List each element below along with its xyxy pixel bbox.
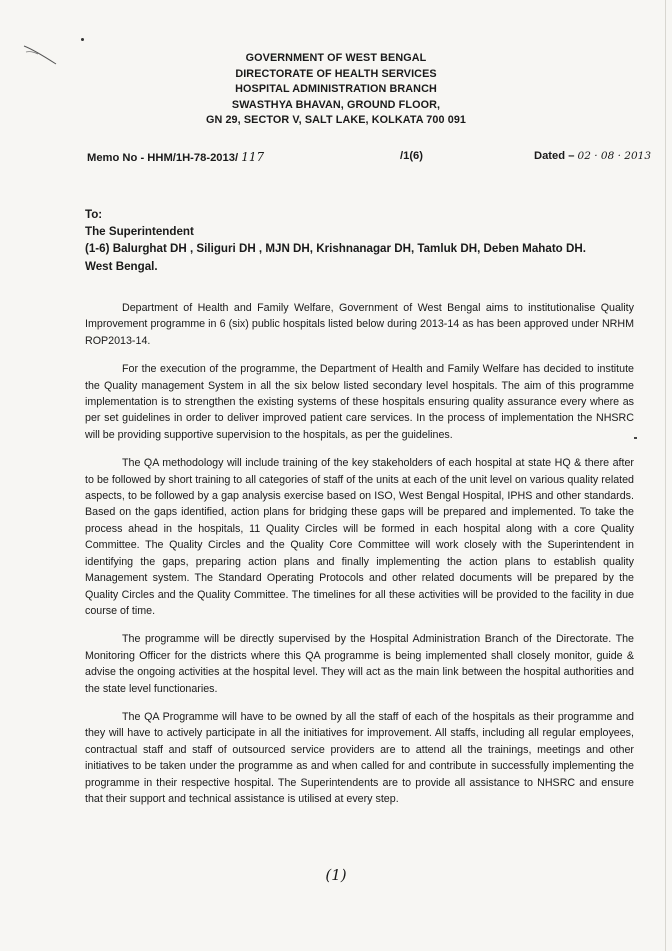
memo-date [534, 150, 651, 162]
handwritten-date: 02 · 08 · 2013 [577, 150, 652, 162]
body-paragraph: The QA Programme will have to be owned by all the staff of each of the hospitals as their programme and they will have to actively participate in all the initiatives for improvement. All staffs, including all regular employees, contractual staff and staff of outsourced service providers are to attend all the trainings, meetings and other initiatives to be taken under the programme as and when called for and contribute in successfully implementing the programme in their respective hospital. The Superintendents are to provide all assistance to NHSRC and ensure that their support and technical assistance is utilised at every step. [85, 710, 634, 805]
body-paragraph: For the execution of the programme, the Department of Health and Family Welfare has decided to institute the Quality management System in all the six below listed secondary level hospitals. The aim of this programme implementation is to strengthen the existing systems of these hospitals ensuring quality assurance every where as per set guidelines in order to deliver improved patient care services. In the process of implementation the NHSRC will be providing supportive supervision to the hospitals, as per the guidelines. [85, 363, 634, 441]
body-paragraph: Department of Health and Family Welfare, Government of West Bengal aims to institutionalise Quality Improvement programme in 6 (six) public hospitals listed below during 2013-14 as has been approved under NRHM ROP2013-14. [85, 302, 634, 347]
memo-suffix: /1(6) [400, 150, 424, 162]
addressee-line: (1-6) Balurghat DH , Siliguri DH , MJN DH, Krishnanagar DH, Tamluk DH, Deben Mahato DH. [85, 242, 586, 256]
page-edge [665, 0, 666, 951]
addressee-line: West Bengal. [85, 259, 158, 273]
letter-body [85, 300, 634, 819]
letterhead-line: DIRECTORATE OF HEALTH SERVICES [235, 67, 437, 80]
page-number: (1) [325, 866, 347, 884]
body-paragraph: The programme will be directly supervised by the Hospital Administration Branch of the Directorate. The Monitoring Officer for the districts where this QA programme is being implemented shall closely monitor, guide & advise the ongoing activities at the hospital level. They will act as the main link between the hospital authorities and the state level functionaries. [85, 633, 634, 695]
addressee-line: The Superintendent [85, 225, 194, 239]
memo-handwritten-number: 117 [241, 150, 265, 164]
body-paragraph: The QA methodology will include training of the key stakeholders of each hospital at state HQ & there after to be followed by short training to all categories of staff of the units at each of the unit level on various quality related aspects, to be followed by a gap analysis exercise based on ISO, West Bengal Hospital, IPHS and other standards. Based on the gaps identified, action plans for bridging these gaps will be prepared and implemented. To take the process ahead in the hospitals, 11 Quality Circles will be formed in each hospital along with a core Quality Committee. The Quality Circles and the Quality Core Committee will work closely with the Superintendent in identifying the gaps, preparing action plans and finally implementing the action plans to establish quality Management system. The Standard Operating Protocols and other related documents will be prepared by the Quality Circles and the Quality Committee. The timelines for all these activities will be provided to the facility in due course of time. [85, 457, 634, 617]
addressee-block [85, 206, 586, 275]
memo-label: Memo No - [87, 152, 145, 164]
ink-dot [81, 38, 84, 41]
ink-dot [634, 437, 637, 439]
letterhead-line: GN 29, SECTOR V, SALT LAKE, KOLKATA 700 091 [205, 114, 467, 127]
letterhead-line: SWASTHYA BHAVAN, GROUND FLOOR, [231, 98, 441, 111]
letterhead-line: HOSPITAL ADMINISTRATION BRANCH [235, 83, 437, 96]
letterhead-line: GOVERNMENT OF WEST BENGAL [245, 52, 427, 64]
letterhead [0, 51, 672, 129]
memo-number [87, 150, 264, 164]
memo-number-value: HHM/1H-78-2013/ [147, 152, 239, 164]
to-label: To: [85, 208, 103, 221]
dated-label: Dated – [534, 150, 575, 162]
